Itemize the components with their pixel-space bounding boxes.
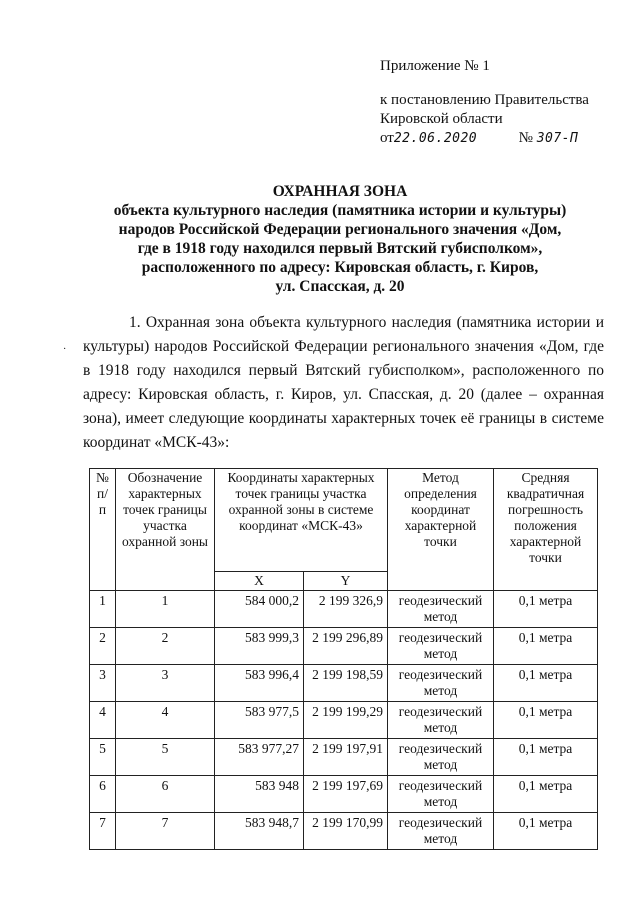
number-prefix: № — [518, 130, 533, 146]
appendix-label: Приложение № 1 — [380, 58, 490, 74]
document-header — [380, 57, 589, 148]
title-line-4: где в 1918 году находился первый Вятский губисполком», — [137, 240, 543, 257]
cell-x: 583 977,27 — [215, 739, 304, 776]
header-num: № п/п — [90, 469, 116, 591]
cell-num: 1 — [90, 591, 116, 628]
title-line-6: ул. Спасская, д. 20 — [275, 278, 405, 295]
header-designation: Обозначение характерных точек границы участка охранной зоны — [116, 469, 215, 591]
cell-point: 1 — [116, 591, 215, 628]
title-line-5: расположенного по адресу: Кировская область, г. Киров, — [141, 259, 539, 276]
table-row — [90, 628, 598, 665]
number-value: 307-П — [536, 131, 579, 146]
cell-x: 583 948 — [215, 776, 304, 813]
coordinates-table — [89, 468, 598, 850]
cell-y: 2 199 170,99 — [304, 813, 388, 850]
table-row — [90, 776, 598, 813]
cell-x: 583 948,7 — [215, 813, 304, 850]
cell-y: 2 199 197,69 — [304, 776, 388, 813]
cell-error: 0,1 метра — [494, 591, 598, 628]
cell-method: геодезический метод — [388, 813, 494, 850]
header-method: Метод определения координат характерной точки — [388, 469, 494, 591]
header-error: Средняя квадратичная погрешность положения характерной точки — [494, 469, 598, 591]
cell-method: геодезический метод — [388, 628, 494, 665]
cell-point: 3 — [116, 665, 215, 702]
paragraph-text: 1. Охранная зона объекта культурного наследия (памятника истории и культуры) народов Российской Федерации регионального значения «Дом, где в 1918 году находился первый Вятский губисполком», расположенного по адресу: Кировская область, г. Киров, ул. Спасская, д. 20 (далее – охранная зона), имеет следующие координаты характерных точек её границы в системе координат «МСК-43»: — [83, 314, 604, 451]
document-title — [60, 182, 620, 296]
cell-num: 3 — [90, 665, 116, 702]
title-line-2: объекта культурного наследия (памятника истории и культуры) — [113, 202, 567, 219]
cell-y: 2 199 199,29 — [304, 702, 388, 739]
cell-error: 0,1 метра — [494, 702, 598, 739]
cell-error: 0,1 метра — [494, 776, 598, 813]
date-prefix: от — [380, 130, 394, 146]
resolution-label: к постановлению Правительства — [380, 92, 589, 108]
cell-x: 583 977,5 — [215, 702, 304, 739]
cell-method: геодезический метод — [388, 665, 494, 702]
header-y: Y — [304, 572, 388, 591]
paragraph-1 — [83, 311, 604, 455]
cell-point: 7 — [116, 813, 215, 850]
cell-error: 0,1 метра — [494, 628, 598, 665]
header-x: X — [215, 572, 304, 591]
cell-y: 2 199 326,9 — [304, 591, 388, 628]
cell-method: геодезический метод — [388, 739, 494, 776]
cell-num: 5 — [90, 739, 116, 776]
date-line — [380, 129, 589, 148]
table-row — [90, 591, 598, 628]
cell-num: 6 — [90, 776, 116, 813]
cell-point: 6 — [116, 776, 215, 813]
title-line-1: ОХРАННАЯ ЗОНА — [272, 183, 408, 200]
cell-x: 584 000,2 — [215, 591, 304, 628]
cell-method: геодезический метод — [388, 591, 494, 628]
cell-error: 0,1 метра — [494, 813, 598, 850]
cell-y: 2 199 296,89 — [304, 628, 388, 665]
cell-y: 2 199 198,59 — [304, 665, 388, 702]
date-value: 22.06.2020 — [393, 131, 478, 146]
cell-point: 5 — [116, 739, 215, 776]
cell-x: 583 996,4 — [215, 665, 304, 702]
cell-y: 2 199 197,91 — [304, 739, 388, 776]
cell-num: 2 — [90, 628, 116, 665]
cell-num: 7 — [90, 813, 116, 850]
cell-num: 4 — [90, 702, 116, 739]
table-row — [90, 739, 598, 776]
cell-error: 0,1 метра — [494, 739, 598, 776]
cell-point: 4 — [116, 702, 215, 739]
cell-x: 583 999,3 — [215, 628, 304, 665]
cell-point: 2 — [116, 628, 215, 665]
region-label: Кировской области — [380, 111, 503, 127]
margin-mark: · — [63, 344, 67, 355]
table-row — [90, 813, 598, 850]
cell-error: 0,1 метра — [494, 665, 598, 702]
header-coords: Координаты характерных точек границы участка охранной зоны в системе координат «МСК-43» — [215, 469, 388, 572]
cell-method: геодезический метод — [388, 776, 494, 813]
table-header-row — [90, 469, 598, 572]
table-row — [90, 665, 598, 702]
title-line-3: народов Российской Федерации регионального значения «Дом, — [118, 221, 562, 238]
cell-method: геодезический метод — [388, 702, 494, 739]
table-row — [90, 702, 598, 739]
